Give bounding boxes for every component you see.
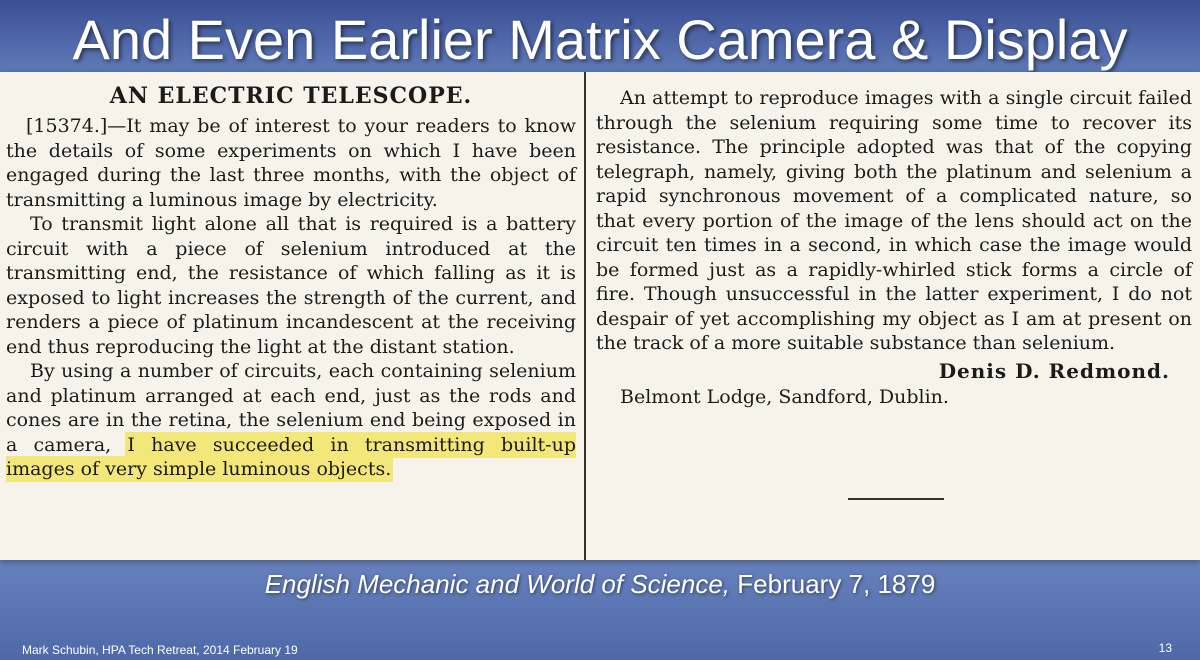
article-paragraph-2: To transmit light alone all that is required is a battery circuit with a piece of selenium introduced at the transmitting end, the resistance of which falling as it is exposed to light increases the strength of the current, and renders a piece of platinum incandescent at the receiving end thus reproducing the light at the distant station. [6, 213, 576, 358]
author-address: Belmont Lodge, Sandford, Dublin. [620, 385, 949, 408]
paragraph-3-text: By using a number of circuits, each containing selenium and platinum arranged at each end, just as the rods and cones are in the retina, the selenium end being exposed in a camera, [6, 360, 576, 456]
slide-title: And Even Earlier Matrix Camera & Display [72, 8, 1128, 71]
citation-date: February 7, 1879 [737, 569, 936, 599]
author-signature: Denis D. Redmond. [938, 358, 1170, 383]
article-right-column [596, 86, 1192, 410]
source-citation [0, 566, 1200, 602]
page-number: 13 [1158, 641, 1172, 655]
article-paragraph-4: An attempt to reproduce images with a single circuit failed through the selenium requiring some time to recover its resistance. The principle adopted was that of the copying telegraph, namely, giving both the platinum and selenium a rapid synchronous movement of a complicated nature, so that every portion of the image of the lens should act on the circuit ten times in a second, in which case the image would be formed just as a rapidly-whirled stick forms a circle of fire. Though unsuccessful in the latter experiment, I do not despair of yet accomplishing my object as I am at present on the track of a more suitable substance than selenium. [596, 87, 1192, 354]
column-divider [584, 72, 586, 560]
article-left-column [6, 72, 576, 482]
citation-publication: English Mechanic and World of Science, [264, 569, 731, 599]
highlighted-passage: I have succeeded in transmitting built-up images of very simple luminous objects. [6, 433, 576, 480]
newspaper-clipping [0, 72, 1200, 560]
article-headline: AN ELECTRIC TELESCOPE. [109, 83, 473, 109]
article-paragraph-1: [15374.]—It may be of interest to your readers to know the details of some experiments on which I have been engaged during the last three months, with the object of transmitting a luminous image by electricity. [6, 115, 576, 211]
end-rule [848, 498, 944, 500]
article-paragraph-3 [6, 359, 576, 482]
footer-credit: Mark Schubin, HPA Tech Retreat, 2014 February 19 [22, 643, 298, 657]
